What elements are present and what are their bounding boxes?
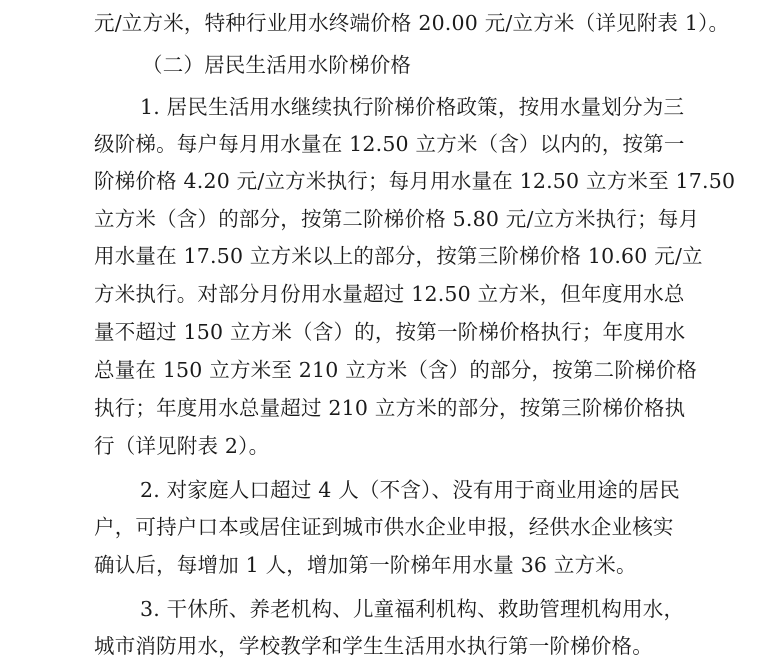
text-line: 元/立方米，特种行业用水终端价格 20.00 元/立方米（详见附表 1）。 (94, 11, 730, 35)
section-heading: （二）居民生活用水阶梯价格 (142, 53, 412, 77)
text-line: 户，可持户口本或居住证到城市供水企业申报，经供水企业核实 (94, 515, 674, 539)
text-line: 量不超过 150 立方米（含）的，按第一阶梯价格执行；年度用水 (94, 320, 686, 344)
text-line: 2. 对家庭人口超过 4 人（不含）、没有用于商业用途的居民 (140, 478, 680, 502)
text-line: 1. 居民生活用水继续执行阶梯价格政策，按用水量划分为三 (140, 95, 685, 119)
text-line: 阶梯价格 4.20 元/立方米执行；每月用水量在 12.50 立方米至 17.50 (94, 169, 736, 193)
text-line: 用水量在 17.50 立方米以上的部分，按第三阶梯价格 10.60 元/立 (94, 244, 703, 268)
text-line: 立方米（含）的部分，按第二阶梯价格 5.80 元/立方米执行；每月 (94, 207, 700, 231)
text-line: 执行；年度用水总量超过 210 立方米的部分，按第三阶梯价格执 (94, 396, 686, 420)
text-line: 总量在 150 立方米至 210 立方米（含）的部分，按第二阶梯价格 (94, 358, 698, 382)
text-line: 城市消防用水，学校教学和学生生活用水执行第一阶梯价格。 (94, 634, 653, 658)
text-line: 方米执行。对部分月份用水量超过 12.50 立方米，但年度用水总 (94, 282, 685, 306)
text-line: 3. 干休所、养老机构、儿童福利机构、救助管理机构用水， (140, 597, 685, 621)
text-line: 行（详见附表 2）。 (94, 434, 270, 458)
text-line: 级阶梯。每户每月用水量在 12.50 立方米（含）以内的，按第一 (94, 132, 685, 156)
text-line: 确认后，每增加 1 人，增加第一阶梯年用水量 36 立方米。 (94, 553, 637, 577)
